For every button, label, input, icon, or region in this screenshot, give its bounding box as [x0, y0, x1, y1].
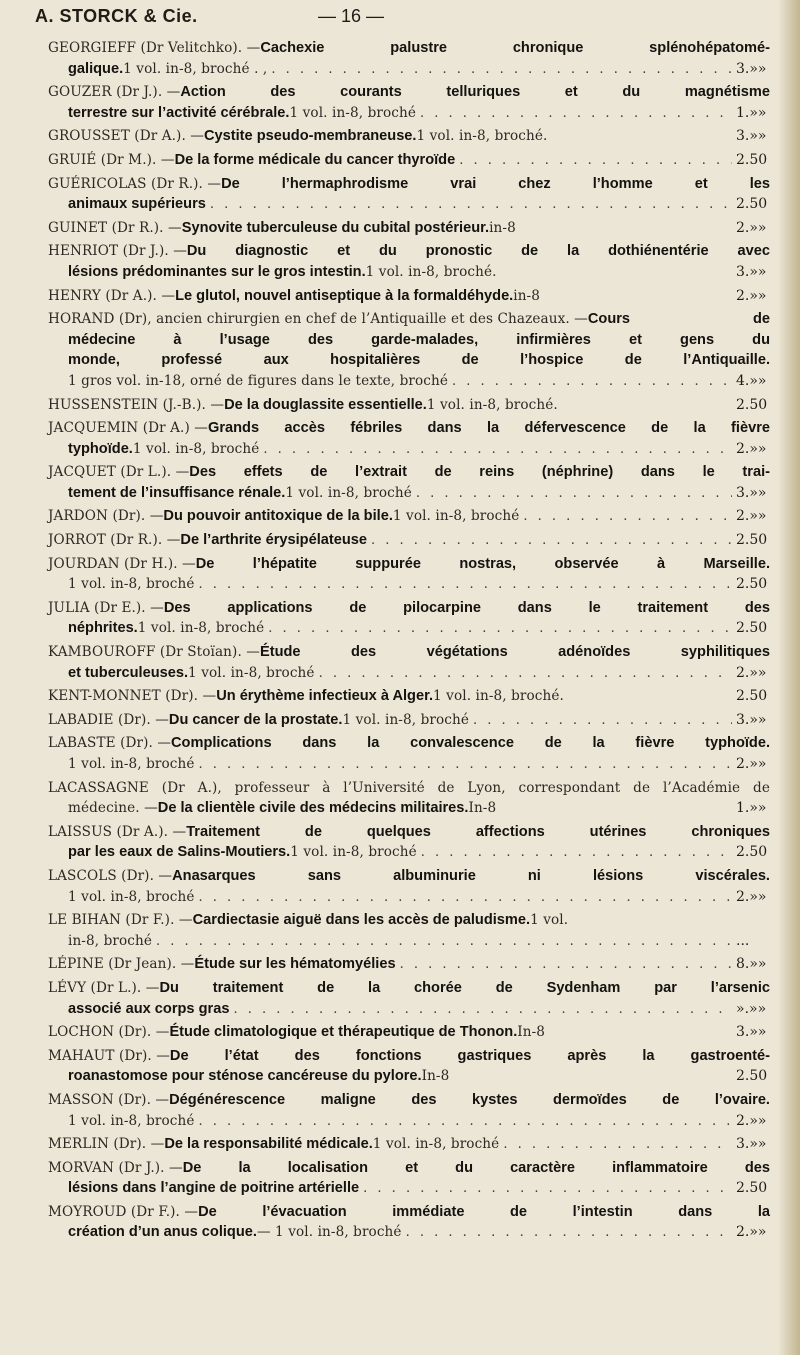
book-title: lésions dans l’angine de poitrine artérielle: [68, 1180, 360, 1197]
entry-text: MOYROUD (Dr F.). —: [48, 1203, 199, 1220]
dot-leader: [263, 440, 732, 461]
entry-text: 1 vol. in-8, broché: [342, 711, 469, 728]
entry-line: [48, 309, 770, 330]
price: 2.»»: [736, 756, 767, 772]
entry-line: [48, 954, 770, 975]
entry-text: JACQUET (Dr L.). —: [48, 464, 190, 481]
book-title: De l’arthrite érysipélateuse: [180, 532, 367, 549]
price: 2.50: [736, 396, 768, 413]
catalogue-entry: [48, 530, 770, 551]
entry-line: [68, 574, 770, 595]
catalogue-entry: [48, 1046, 770, 1087]
dot-leader: [459, 151, 732, 172]
entry-text: 1 vol. in-8, broché: [392, 508, 520, 525]
entry-text: 1 vol. in-8, broché.: [426, 396, 558, 413]
book-title: Cachexie palustre chronique splénohépatomé-: [260, 40, 770, 56]
publisher-name: A. STORCK & Cie.: [35, 6, 198, 26]
book-title: Grands accès fébriles dans la défervescence de la fièvre: [207, 420, 770, 437]
price: 2.50: [736, 688, 768, 705]
entry-text: LAISSUS (Dr A.). —: [48, 823, 187, 840]
catalogue-entry: [48, 1158, 770, 1199]
entry-line: [48, 910, 770, 931]
entry-line: [48, 1134, 770, 1155]
dot-leader: [416, 484, 732, 505]
catalogue-entry: [48, 598, 770, 639]
entry-line: [48, 1046, 770, 1067]
book-title: médecine à l’usage des garde-malades, infirmières et gens du: [68, 331, 770, 348]
entry-text: 1 vol. in-8, broché: [289, 104, 416, 121]
entry-line: [68, 931, 770, 952]
price: 2.50: [736, 1068, 768, 1085]
book-title: Cystite pseudo-membraneuse.: [204, 128, 417, 145]
dot-leader: [319, 664, 732, 685]
catalogue-entry: [48, 174, 770, 215]
entry-line: [68, 999, 770, 1020]
price: 3.»»: [736, 1136, 767, 1153]
catalogue-entry: [48, 150, 770, 171]
catalogue-entry: [48, 866, 770, 907]
price: 2.50: [736, 151, 768, 168]
entry-line: [48, 710, 770, 731]
entry-text: JOURDAN (Dr H.). —: [48, 555, 196, 572]
price: 2.»»: [736, 508, 767, 525]
price: 2.»»: [736, 888, 767, 905]
entry-text: in-8: [489, 219, 516, 236]
entry-line: [48, 642, 770, 663]
catalogue-entry: [48, 910, 770, 951]
dot-leader: [199, 888, 732, 909]
page-header: [35, 6, 780, 34]
entry-line: [48, 554, 770, 575]
entry-line: [68, 1111, 770, 1132]
book-title: Cours de: [587, 311, 770, 328]
dot-leader: [503, 1135, 732, 1156]
book-title: Traitement de quelques affections utérines chroniques: [186, 823, 770, 840]
book-title: création d’un anus colique.: [68, 1224, 257, 1241]
entry-text: KENT-MONNET (Dr). —: [48, 688, 217, 705]
dot-leader: [156, 932, 732, 953]
entry-text: HENRY (Dr A.). —: [48, 287, 176, 304]
book-title: Étude sur les hématomyélies: [194, 956, 396, 973]
entry-text: LÉVY (Dr L.). —: [48, 979, 160, 996]
price: 2.»»: [736, 440, 767, 457]
entry-text: LE BIHAN (Dr F.). —: [48, 912, 193, 929]
entry-text: 1 vol. in-8, broché: [188, 664, 315, 681]
book-title: De l’hermaphrodisme vrai chez l’homme et les: [221, 175, 770, 192]
entry-text: LOCHON (Dr). —: [48, 1024, 170, 1041]
price: 2.»»: [736, 664, 767, 681]
catalogue-list: [48, 38, 770, 1246]
catalogue-entry: [48, 241, 770, 282]
book-title: Le glutol, nouvel antiseptique à la formaldéhyde.: [175, 287, 514, 304]
entry-text: JACQUEMIN (Dr A.) —: [48, 420, 208, 437]
book-title: De l’hépatite suppurée nostras, observée à Marseille.: [195, 555, 770, 572]
book-title: monde, professé aux hospitalières de l’hospice de l’Antiquaille.: [68, 352, 770, 369]
price: 1.»»: [736, 800, 767, 817]
book-title: Action des courants telluriques et du magnétisme: [180, 84, 770, 101]
price: 3.»»: [736, 128, 767, 145]
entry-text: JORROT (Dr R.). —: [48, 532, 181, 549]
entry-text: HUSSENSTEIN (J.-B.). —: [48, 396, 225, 413]
dot-leader: [523, 507, 732, 528]
entry-line: [48, 286, 770, 307]
book-title: tement de l’insuffisance rénale.: [68, 484, 286, 501]
book-title: Étude climatologique et thérapeutique de Thonon.: [169, 1024, 518, 1041]
entry-line: [48, 822, 770, 843]
entry-line: [48, 598, 770, 619]
dot-leader: [199, 1112, 732, 1133]
book-title: Étude des végétations adénoïdes syphilitiques: [259, 644, 770, 661]
entry-line: [48, 778, 770, 799]
entry-text: LÉPINE (Dr Jean). —: [48, 956, 195, 973]
book-title: Des effets de l’extrait de reins (néphrine) dans le trai-: [189, 464, 770, 481]
entry-text: JULIA (Dr E.). —: [48, 599, 164, 616]
dot-leader: [199, 755, 732, 776]
book-title: Un érythème infectieux à Alger.: [216, 688, 434, 705]
entry-text: JARDON (Dr). —: [48, 508, 164, 525]
catalogue-entry: [48, 38, 770, 79]
entry-text: 1 vol. in-8, broché: [68, 1112, 195, 1129]
catalogue-entry: [48, 286, 770, 307]
entry-line: [48, 978, 770, 999]
book-title: Du pouvoir antitoxique de la bile.: [163, 508, 393, 525]
book-title: lésions prédominantes sur le gros intestin.: [68, 263, 366, 280]
book-title: terrestre sur l’activité cérébrale.: [68, 104, 290, 121]
entry-text: MORVAN (Dr J.). —: [48, 1159, 183, 1176]
entry-text: 1 vol. in-8, broché . ,: [123, 60, 268, 77]
catalogue-entry: [48, 1090, 770, 1131]
book-title: De la responsabilité médicale.: [164, 1136, 373, 1153]
entry-line: [48, 38, 770, 59]
entry-line: [68, 350, 770, 371]
book-title: De la localisation et du caractère inflammatoire des: [182, 1159, 770, 1176]
entry-line: [68, 1178, 770, 1199]
entry-text: LASCOLS (Dr). —: [48, 867, 173, 884]
book-title: Du traitement de la chorée de Sydenham par l’arsenic: [159, 979, 770, 996]
entry-line: [68, 842, 770, 863]
price: 3.»»: [736, 263, 767, 280]
entry-line: [68, 371, 770, 392]
entry-text: GOUZER (Dr J.). —: [48, 84, 181, 101]
catalogue-entry: [48, 642, 770, 683]
dot-leader: [271, 60, 732, 81]
catalogue-entry: [48, 82, 770, 123]
dot-leader: [371, 531, 732, 552]
entry-line: [68, 330, 770, 351]
dot-leader: [473, 711, 732, 732]
entry-text: 1 vol. in-8, broché: [68, 756, 195, 772]
price: 8.»»: [736, 956, 767, 973]
price: 3.»»: [736, 60, 767, 77]
book-title: De l’évacuation immédiate de l’intestin dans la: [198, 1203, 770, 1220]
book-title: Du cancer de la prostate.: [168, 711, 343, 728]
price: 3.»»: [736, 711, 767, 728]
entry-text: GUÉRICOLAS (Dr R.). —: [48, 175, 222, 192]
entry-text: 1 vol. in-8, broché: [68, 888, 195, 905]
page-edge-shadow: [778, 0, 800, 1355]
catalogue-entry: [48, 954, 770, 975]
entry-text: in-8: [513, 287, 540, 304]
book-title: associé aux corps gras: [68, 1000, 230, 1017]
dot-leader: [210, 195, 732, 216]
dot-leader: [420, 104, 732, 125]
entry-text: 1 vol. in-8, broché: [132, 440, 260, 457]
entry-text: in-8, broché: [68, 932, 152, 949]
entry-line: [48, 241, 770, 262]
catalogue-entry: [48, 218, 770, 239]
entry-text: 1 vol. in-8, broché.: [416, 128, 548, 145]
price: 1.»»: [736, 104, 767, 121]
entry-line: [68, 59, 770, 80]
catalogue-entry: [48, 733, 770, 774]
catalogue-entry: [48, 126, 770, 147]
catalogue-entry: [48, 686, 770, 707]
book-title: Anasarques sans albuminurie ni lésions viscérales.: [172, 867, 770, 884]
entry-text: — 1 vol. in-8, broché: [256, 1224, 402, 1241]
entry-text: 1 vol. in-8, broché.: [365, 263, 497, 280]
entry-text: 1 gros vol. in-18, orné de figures dans le texte, broché: [68, 372, 448, 389]
book-title: animaux supérieurs: [68, 196, 206, 213]
dot-leader: [452, 372, 732, 393]
entry-line: [68, 1066, 770, 1087]
entry-text: In-8: [468, 800, 497, 817]
entry-line: [48, 530, 770, 551]
entry-text: In-8: [517, 1024, 546, 1041]
price: 2.»»: [736, 1112, 767, 1129]
book-title: typhoïde.: [68, 440, 133, 457]
book-title: Dégénérescence maligne des kystes dermoïdes de l’ovaire.: [169, 1091, 770, 1108]
price: 2.50: [736, 844, 768, 861]
catalogue-entry: [48, 1202, 770, 1243]
catalogue-entry: [48, 1134, 770, 1155]
entry-text: LABADIE (Dr). —: [48, 711, 169, 728]
entry-text: LACASSAGNE (Dr A.), professeur à l’Université de Lyon, correspondant de l’Académie de: [48, 779, 770, 796]
price: 2.»»: [736, 1224, 767, 1241]
dot-leader: [199, 575, 732, 596]
dot-leader: [268, 619, 732, 640]
catalogue-entry: [48, 554, 770, 595]
entry-line: [48, 1158, 770, 1179]
catalogue-entry: [48, 506, 770, 527]
book-title: De la clientèle civile des médecins militaires.: [157, 800, 469, 817]
entry-text: GEORGIEFF (Dr Velitchko). —: [48, 40, 261, 56]
entry-line: [48, 866, 770, 887]
entry-line: [68, 618, 770, 639]
entry-text: HENRIOT (Dr J.). —: [48, 243, 187, 260]
entry-line: [48, 506, 770, 527]
entry-text: In-8: [421, 1068, 450, 1085]
price: 3.»»: [736, 1024, 767, 1041]
price: 2.»»: [736, 287, 767, 304]
price: 2.50: [736, 620, 768, 637]
entry-text: HORAND (Dr), ancien chirurgien en chef de l’Antiquaille et des Chazeaux. —: [48, 311, 588, 328]
page-number: — 16 —: [318, 6, 385, 26]
entry-text: 1 vol. in-8, broché: [285, 484, 412, 501]
entry-line: [48, 462, 770, 483]
entry-text: LABASTE (Dr). —: [48, 735, 172, 752]
entry-line: [48, 126, 770, 147]
price: 2.50: [736, 196, 768, 213]
price: ...: [736, 932, 750, 949]
price: 3.»»: [736, 484, 767, 501]
entry-line: [48, 395, 770, 416]
book-title: par les eaux de Salins-Moutiers.: [68, 844, 291, 861]
entry-line: [48, 1022, 770, 1043]
entry-line: [48, 418, 770, 439]
entry-text: GROUSSET (Dr A.). —: [48, 128, 204, 145]
entry-line: [68, 262, 770, 283]
catalogue-entry: [48, 710, 770, 731]
dot-leader: [406, 1223, 732, 1244]
book-title: De l’état des fonctions gastriques après la gastroenté-: [169, 1047, 770, 1064]
entry-line: [68, 754, 770, 775]
entry-line: [48, 218, 770, 239]
entry-text: 1 vol. in-8, broché: [372, 1136, 500, 1153]
entry-text: MERLIN (Dr). —: [48, 1136, 165, 1153]
entry-line: [68, 1222, 770, 1243]
catalogue-entry: [48, 978, 770, 1019]
book-title: Complications dans la convalescence de la fièvre typhoïde.: [171, 735, 770, 752]
entry-text: KAMBOUROFF (Dr Stoïan). —: [48, 644, 260, 661]
book-title: Des applications de pilocarpine dans le traitement des: [163, 599, 770, 616]
entry-line: [68, 663, 770, 684]
catalogue-entry: [48, 462, 770, 503]
entry-line: [48, 733, 770, 754]
entry-line: [68, 798, 770, 819]
entry-text: GUINET (Dr R.). —: [48, 219, 182, 236]
book-title: galique.: [68, 60, 124, 77]
entry-text: GRUIÉ (Dr M.). —: [48, 151, 175, 168]
book-title: De la douglassite essentielle.: [224, 396, 427, 413]
entry-line: [48, 174, 770, 195]
dot-leader: [233, 1000, 732, 1021]
entry-line: [68, 483, 770, 504]
dot-leader: [400, 955, 732, 976]
entry-text: 1 vol. in-8, broché: [290, 844, 417, 861]
book-title: Synovite tuberculeuse du cubital postérieur.: [181, 219, 490, 236]
entry-line: [48, 82, 770, 103]
dot-leader: [363, 1179, 732, 1200]
price: 2.»»: [736, 219, 767, 236]
entry-text: MAHAUT (Dr). —: [48, 1047, 170, 1064]
price: 2.50: [736, 532, 768, 549]
entry-text: MASSON (Dr). —: [48, 1091, 170, 1108]
price: ».»»: [736, 1000, 767, 1017]
book-title: néphrites.: [68, 620, 138, 637]
entry-text: 1 vol. in-8, broché: [68, 576, 195, 593]
entry-line: [48, 150, 770, 171]
price: 4.»»: [736, 372, 767, 389]
price: 2.50: [736, 576, 768, 593]
entry-line: [68, 103, 770, 124]
book-title: et tuberculeuses.: [68, 664, 189, 681]
entry-line: [68, 194, 770, 215]
entry-text: 1 vol. in-8, broché: [137, 620, 265, 637]
catalogue-entry: [48, 778, 770, 819]
entry-line: [48, 1090, 770, 1111]
catalogue-entry: [48, 822, 770, 863]
entry-text: 1 vol.: [530, 912, 569, 929]
book-title: De la forme médicale du cancer thyroïde: [174, 151, 456, 168]
entry-text: 1 vol. in-8, broché.: [433, 688, 564, 705]
catalogue-entry: [48, 395, 770, 416]
dot-leader: [421, 843, 732, 864]
entry-line: [48, 1202, 770, 1223]
book-title: Cardiectasie aiguë dans les accès de paludisme.: [192, 912, 531, 929]
catalogue-entry: [48, 309, 770, 391]
entry-text: médecine. —: [68, 800, 158, 817]
entry-line: [48, 686, 770, 707]
entry-line: [68, 887, 770, 908]
catalogue-entry: [48, 418, 770, 459]
book-title: roanastomose pour sténose cancéreuse du pylore.: [68, 1068, 422, 1085]
entry-line: [68, 439, 770, 460]
price: 2.50: [736, 1180, 768, 1197]
catalogue-entry: [48, 1022, 770, 1043]
book-title: Du diagnostic et du pronostic de la dothiénentérie avec: [186, 243, 770, 260]
